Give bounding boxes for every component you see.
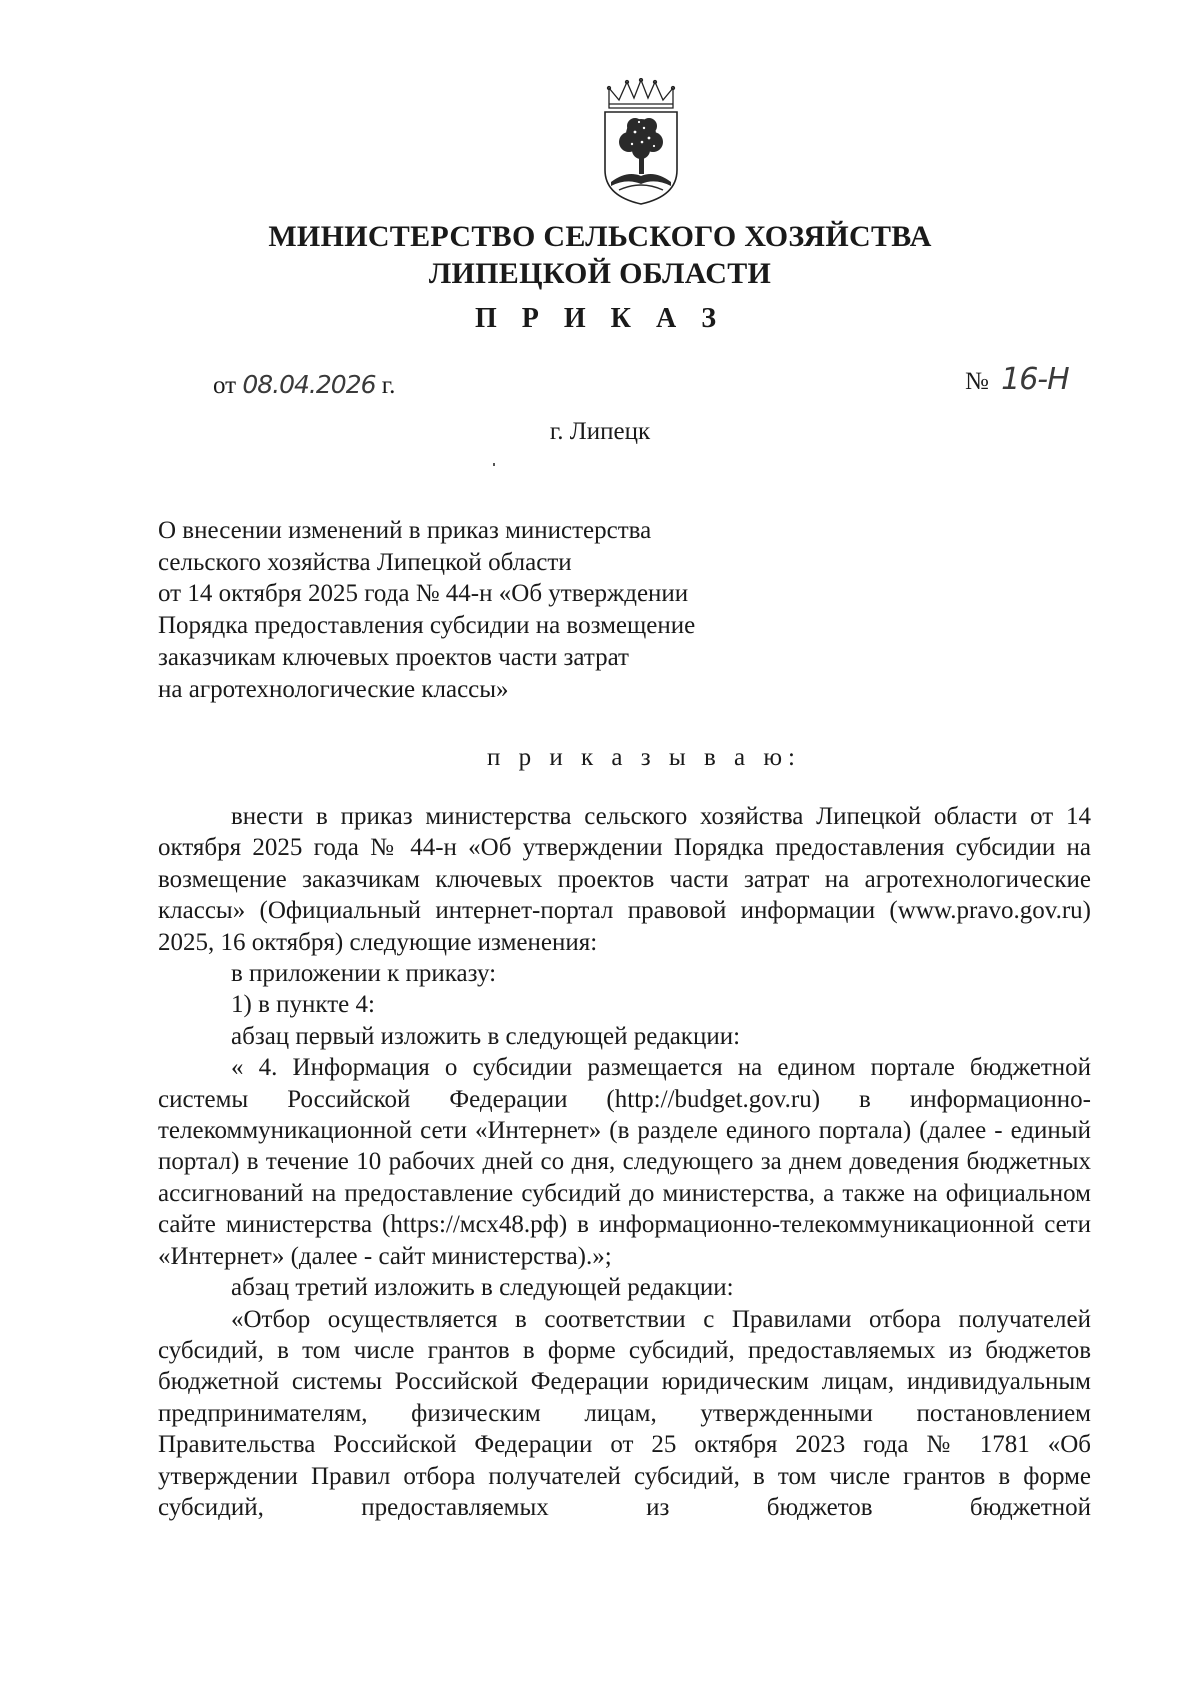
body-paragraph-quote-4: « 4. Информация о субсидии размещается на едином портале бюджетной системы Российской Федерации (http://budget.gov.ru) в информационно-телекоммуникационной сети «Интернет» (в разделе единого портала) (далее - единый портал) в течение 10 рабочих дней со дня, следующего за днем доведения бюджетных ассигнований на предоставление субсидий до министерства, а также на официальном сайте министерства (https://мсх48.рф) в информационно-телекоммуникационной сети «Интернет» (далее - сайт министерства).»; xyxy=(158,1054,1091,1270)
order-heading: П Р И К А З xyxy=(475,303,725,334)
ministry-title xyxy=(0,218,1200,292)
ministry-title-line-1: МИНИСТЕРСТВО СЕЛЬСКОГО ХОЗЯЙСТВА xyxy=(268,220,932,253)
order-date xyxy=(213,370,395,400)
decree-word: п р и к а з ы в а ю: xyxy=(487,744,801,771)
body-paragraph-appendix: в приложении к приказу: xyxy=(231,960,497,988)
order-body xyxy=(158,801,1091,1523)
date-suffix: г. xyxy=(381,372,396,399)
number-value-handwritten: 16-Н xyxy=(1001,362,1069,397)
order-number xyxy=(965,362,1069,397)
body-paragraph-first-abzac: абзац первый изложить в следующей редакции: xyxy=(231,1022,741,1050)
subject-line: сельского хозяйства Липецкой области xyxy=(158,548,572,576)
body-paragraph-third-abzac: абзац третий изложить в следующей редакции: xyxy=(231,1274,734,1302)
order-subject xyxy=(158,515,798,705)
date-value-handwritten: 08.04.2026 xyxy=(242,370,376,399)
coat-of-arms-icon xyxy=(597,78,685,206)
city-name: г. Липецк xyxy=(549,418,651,445)
subject-line: О внесении изменений в приказ министерства xyxy=(158,517,652,544)
subject-line: от 14 октября 2025 года № 44-н «Об утверждении xyxy=(158,580,689,608)
body-paragraph-item-1: 1) в пункте 4: xyxy=(231,991,375,1019)
ministry-title-line-2: ЛИПЕЦКОЙ ОБЛАСТИ xyxy=(428,257,772,290)
body-paragraph-quote-selection: «Отбор осуществляется в соответствии с Правилами отбора получателей субсидий, в том числе грантов в форме субсидий, предоставляемых из бюджетов бюджетной системы Российской Федерации юридическим лицам, индивидуальным предпринимателям, физическим лицам, утвержденными постановлением Правительства Российской Федерации от 25 октября 2023 года № 1781 «Об утверждении Правил отбора получателей субсидий, в том числе грантов в форме субсидий, предоставляемых из бюджетов бюджетной xyxy=(158,1305,1091,1521)
number-prefix: № xyxy=(965,368,989,395)
scan-speck xyxy=(493,463,495,466)
subject-line: Порядка предоставления субсидии на возмещение xyxy=(158,612,696,640)
subject-line: на агротехнологические классы» xyxy=(158,675,509,703)
body-paragraph-amend: внести в приказ министерства сельского хозяйства Липецкой области от 14 октября 2025 года № 44-н «Об утверждении Порядка предоставления субсидии на возмещение заказчикам ключевых проектов части затрат на агротехнологические классы» (Официальный интернет-портал правовой информации (www.pravo.gov.ru) 2025, 16 октября) следующие изменения: xyxy=(158,803,1091,956)
subject-line: заказчикам ключевых проектов части затрат xyxy=(158,643,629,671)
date-prefix: от xyxy=(213,372,237,399)
